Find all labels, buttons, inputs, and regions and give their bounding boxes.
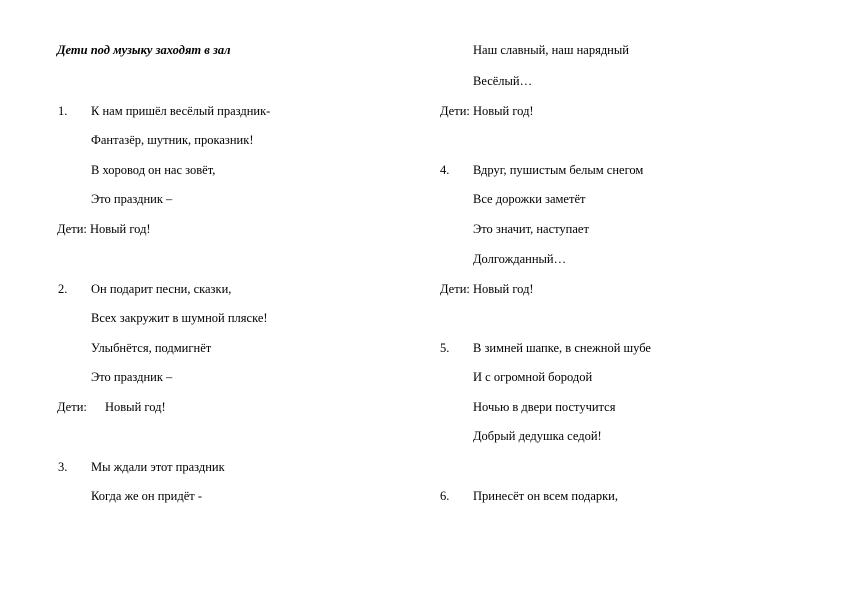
- stanza-5-line-2: И с огромной бородой: [473, 370, 593, 384]
- stanza-4-number: 4.: [440, 163, 450, 177]
- stanza-6-line-1: Принесёт он всем подарки,: [473, 489, 619, 503]
- stanza-4-line-4: Долгожданный…: [473, 252, 567, 266]
- stanza-3-line-2: Когда же он придёт -: [91, 489, 202, 503]
- stanza-2-response-text: Новый год!: [105, 400, 166, 414]
- stanza-3-line-3: Наш славный, наш нарядный: [473, 43, 629, 57]
- stanza-1-line-4: Это праздник –: [91, 192, 173, 206]
- stanza-5-number: 5.: [440, 341, 450, 355]
- stanza-3-line-4: Весёлый…: [473, 74, 533, 88]
- stanza-2-response-label: Дети:: [57, 400, 87, 414]
- stanza-5-line-4: Добрый дедушка седой!: [473, 429, 602, 443]
- stanza-1-line-2: Фантазёр, шутник, проказник!: [91, 133, 254, 147]
- stanza-3-number: 3.: [58, 460, 68, 474]
- stanza-5-line-3: Ночью в двери постучится: [473, 400, 616, 414]
- stanza-5-line-1: В зимней шапке, в снежной шубе: [473, 341, 651, 355]
- stanza-6-number: 6.: [440, 489, 450, 503]
- stanza-2-line-4: Это праздник –: [91, 370, 173, 384]
- stanza-1-response: Дети: Новый год!: [57, 222, 151, 236]
- stanza-1-line-3: В хоровод он нас зовёт,: [91, 163, 216, 177]
- stanza-2-number: 2.: [58, 282, 68, 296]
- stanza-4-response: Дети: Новый год!: [440, 282, 534, 296]
- stanza-1-number: 1.: [58, 104, 68, 118]
- page-heading: Дети под музыку заходят в зал: [57, 43, 231, 57]
- stanza-3-line-1: Мы ждали этот праздник: [91, 460, 225, 474]
- stanza-4-line-1: Вдруг, пушистым белым снегом: [473, 163, 644, 177]
- stanza-2-line-1: Он подарит песни, сказки,: [91, 282, 232, 296]
- stanza-4-line-2: Все дорожки заметёт: [473, 192, 586, 206]
- stanza-2-line-3: Улыбнётся, подмигнёт: [91, 341, 212, 355]
- stanza-2-line-2: Всех закружит в шумной пляске!: [91, 311, 268, 325]
- stanza-4-line-3: Это значит, наступает: [473, 222, 589, 236]
- stanza-1-line-1: К нам пришёл весёлый праздник-: [91, 104, 271, 118]
- stanza-3-response: Дети: Новый год!: [440, 104, 534, 118]
